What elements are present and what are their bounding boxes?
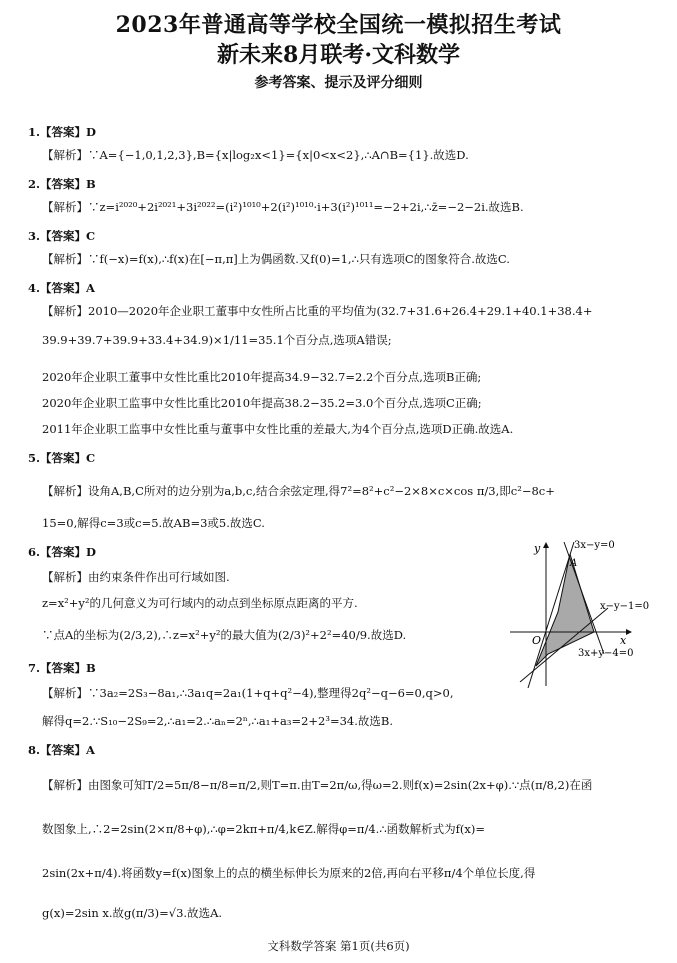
x-axis-arrow: [626, 629, 632, 635]
answer-7: 7.【答案】B: [28, 661, 96, 675]
explanation-5-line-2: 15=0,解得c=3或c=5.故AB=3或5.故选C.: [42, 516, 265, 530]
answer-3: 3.【答案】C: [28, 229, 96, 243]
explanation-1: 【解析】∵A={−1,0,1,2,3},B={x|log₂x<1}={x|0<x<2},∴A∩B={1}.故选D.: [42, 148, 469, 162]
x-axis-label: x: [620, 634, 627, 647]
explanation-8-line-4: g(x)=2sin x.故g(π/3)=√3.故选A.: [42, 906, 223, 920]
explanation-6-line-2: z=x²+y²的几何意义为可行域内的动点到坐标原点距离的平方.: [42, 596, 358, 610]
line-label-3: 3x+y−4=0: [578, 648, 634, 659]
y-axis-label: y: [534, 542, 541, 555]
point-a-label: A: [570, 558, 578, 569]
line-label-2: x−y−1=0: [600, 601, 650, 612]
answer-6: 6.【答案】D: [28, 545, 96, 559]
explanation-4-line-2: 39.9+39.7+39.9+33.4+34.9)×1/11=35.1个百分点,选项A错误;: [42, 333, 392, 347]
y-axis-arrow: [543, 542, 549, 548]
explanation-8-line-3: 2sin(2x+π/4).将函数y=f(x)图象上的点的横坐标伸长为原来的2倍,再向右平移π/4个单位长度,得: [42, 866, 536, 880]
explanation-7-line-2: 解得q=2.∵S₁₀−2S₉=2,∴a₁=2.∴aₙ=2ⁿ,∴a₁+a₃=2+2³=34.故选B.: [42, 714, 393, 728]
explanation-4-line-3: 2020年企业职工董事中女性比重比2010年提高34.9−32.7=2.2个百分点,选项B正确;: [42, 370, 482, 384]
answer-4: 4.【答案】A: [28, 281, 95, 295]
feasible-region-figure: [508, 538, 656, 688]
explanation-4-line-1: 【解析】2010—2020年企业职工董事中女性所占比重的平均值为(32.7+31.6+26.4+29.1+40.1+38.4+: [42, 304, 593, 318]
answer-1: 1.【答案】D: [28, 125, 96, 139]
origin-label: O: [532, 634, 542, 647]
page-footer: 文科数学答案 第1页(共6页): [267, 939, 410, 953]
explanation-3: 【解析】∵f(−x)=f(x),∴f(x)在[−π,π]上为偶函数.又f(0)=1,∴只有选项C的图象符合.故选C.: [42, 252, 510, 266]
explanation-2: 【解析】∵z=i²⁰²⁰+2i²⁰²¹+3i²⁰²²=(i²)¹⁰¹⁰+2(i²)¹⁰¹⁰·i+3(i²)¹⁰¹¹=−2+2i,∴z̄=−2−2i.故选B.: [42, 200, 524, 214]
page-title: 2023年普通高等学校全国统一模拟招生考试: [115, 12, 562, 38]
explanation-8-line-2: 数图象上,∴2=2sin(2×π/8+φ),∴φ=2kπ+π/4,k∈Z.解得φ=π/4.∴函数解析式为f(x)=: [42, 822, 486, 836]
explanation-7-line-1: 【解析】∵3a₂=2S₃−8a₁,∴3a₁q=2a₁(1+q+q²−4),整理得2q²−q−6=0,q>0,: [42, 686, 454, 700]
answer-2: 2.【答案】B: [28, 177, 96, 191]
explanation-4-line-4: 2020年企业职工监事中女性比重比2010年提高38.2−35.2=3.0个百分点,选项C正确;: [42, 396, 482, 410]
answer-8: 8.【答案】A: [28, 743, 95, 757]
explanation-4-line-5: 2011年企业职工监事中女性比重与董事中女性比重的差最大,为4个百分点,选项D正确.故选A.: [42, 422, 514, 436]
answer-5: 5.【答案】C: [28, 451, 96, 465]
explanation-6-line-3: ∵点A的坐标为(2/3,2),∴z=x²+y²的最大值为(2/3)²+2²=40/9.故选D.: [42, 628, 407, 642]
page-subtitle: 新未来8月联考·文科数学: [217, 42, 460, 68]
explanation-6-line-1: 【解析】由约束条件作出可行域如图.: [42, 570, 230, 584]
explanation-5-line-1: 【解析】设角A,B,C所对的边分别为a,b,c,结合余弦定理,得7²=8²+c²−2×8×c×cos π/3,即c²−8c+: [42, 484, 555, 498]
section-title: 参考答案、提示及评分细则: [254, 75, 423, 91]
explanation-8-line-1: 【解析】由图象可知T/2=5π/8−π/8=π/2,则T=π.由T=2π/ω,得ω=2.则f(x)=2sin(2x+φ).∵点(π/8,2)在函: [42, 778, 593, 792]
line-label-1: 3x−y=0: [574, 540, 615, 551]
